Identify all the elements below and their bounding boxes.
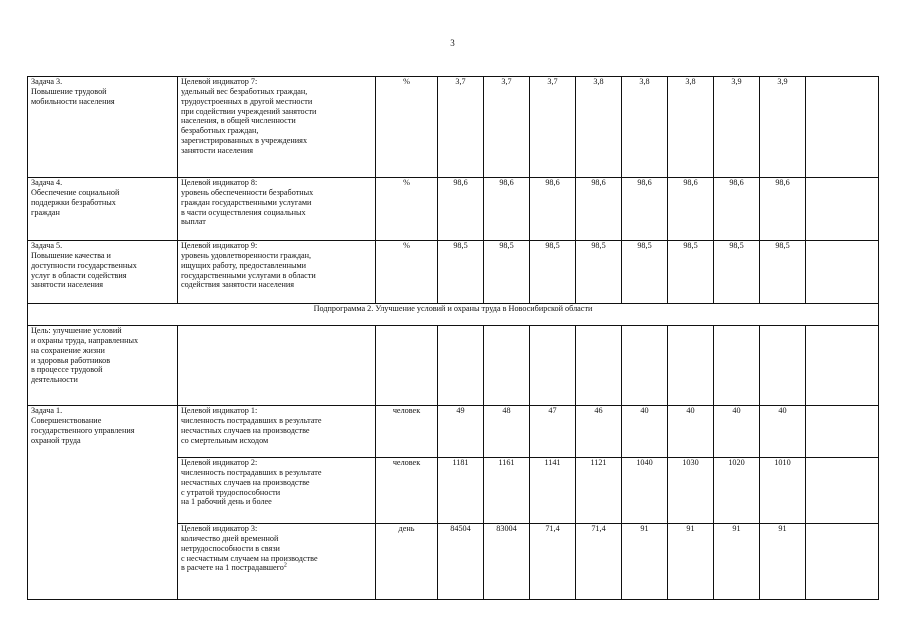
- value-cell: 48: [484, 406, 530, 458]
- goal-cell: Цель: улучшение условий и охраны труда, направленных на сохранение жизни и здоровья работников в процессе трудовой деятельности: [28, 326, 178, 406]
- table-row: [28, 241, 879, 304]
- value-cell: 91: [714, 524, 760, 600]
- task-cell: Задача 4. Обеспечение социальной поддержки безработных граждан: [28, 178, 178, 241]
- value-cell: 71,4: [576, 524, 622, 600]
- table-row: [28, 77, 879, 178]
- task-cell: Задача 5. Повышение качества и доступности государственных услуг в области содействия занятости населения: [28, 241, 178, 304]
- empty-cell: [622, 326, 668, 406]
- value-cell: 40: [760, 406, 806, 458]
- value-cell: 98,5: [576, 241, 622, 304]
- table-row: [28, 178, 879, 241]
- value-cell: 40: [714, 406, 760, 458]
- value-cell: 98,5: [438, 241, 484, 304]
- indicator-cell: Целевой индикатор 7: удельный вес безработных граждан, трудоустроенных в другой местности при содействии учреждений занятости населения, в общей численности безработных граждан, зарегистрированных в учреждениях занятости населения: [178, 77, 376, 178]
- value-cell: 1141: [530, 458, 576, 524]
- value-cell: 3,7: [438, 77, 484, 178]
- empty-cell: [438, 326, 484, 406]
- value-cell: 1030: [668, 458, 714, 524]
- value-cell: 1161: [484, 458, 530, 524]
- empty-cell: [806, 77, 879, 178]
- empty-cell: [668, 326, 714, 406]
- empty-cell: [806, 524, 879, 600]
- value-cell: 3,8: [622, 77, 668, 178]
- value-cell: 98,6: [438, 178, 484, 241]
- value-cell: 1010: [760, 458, 806, 524]
- empty-cell: [806, 241, 879, 304]
- empty-cell: [376, 326, 438, 406]
- empty-cell: [760, 326, 806, 406]
- value-cell: 3,7: [484, 77, 530, 178]
- task-cell: Задача 3. Повышение трудовой мобильности населения: [28, 77, 178, 178]
- value-cell: 3,9: [760, 77, 806, 178]
- indicator-cell: Целевой индикатор 1: численность пострадавших в результате несчастных случаев на производстве со смертельным исходом: [178, 406, 376, 458]
- indicators-table: [27, 76, 879, 600]
- value-cell: 3,8: [576, 77, 622, 178]
- empty-cell: [806, 406, 879, 458]
- empty-cell: [178, 326, 376, 406]
- page-number: 3: [450, 38, 455, 48]
- value-cell: 91: [622, 524, 668, 600]
- unit-cell: день: [376, 524, 438, 600]
- empty-cell: [714, 326, 760, 406]
- value-cell: 98,6: [714, 178, 760, 241]
- value-cell: 3,9: [714, 77, 760, 178]
- unit-cell: человек: [376, 458, 438, 524]
- value-cell: 98,5: [530, 241, 576, 304]
- value-cell: 1121: [576, 458, 622, 524]
- value-cell: 98,5: [668, 241, 714, 304]
- unit-cell: %: [376, 178, 438, 241]
- value-cell: 98,6: [530, 178, 576, 241]
- empty-cell: [576, 326, 622, 406]
- unit-cell: человек: [376, 406, 438, 458]
- value-cell: 91: [668, 524, 714, 600]
- value-cell: 98,5: [714, 241, 760, 304]
- value-cell: 3,8: [668, 77, 714, 178]
- indicator-cell: Целевой индикатор 9: уровень удовлетворенности граждан, ищущих работу, предоставленными государственными услугами в области содействия занятости населения: [178, 241, 376, 304]
- value-cell: 98,6: [576, 178, 622, 241]
- value-cell: 98,5: [622, 241, 668, 304]
- value-cell: 84504: [438, 524, 484, 600]
- value-cell: 71,4: [530, 524, 576, 600]
- value-cell: 47: [530, 406, 576, 458]
- value-cell: 98,5: [760, 241, 806, 304]
- indicator-cell: Целевой индикатор 8: уровень обеспеченности безработных граждан государственными услугами в части осуществления социальных выплат: [178, 178, 376, 241]
- empty-cell: [806, 458, 879, 524]
- value-cell: 1040: [622, 458, 668, 524]
- indicator-text: Целевой индикатор 3: количество дней временной нетрудоспособности в связи с несчастным случаем на производстве в расчете на 1 пострадавшего: [181, 524, 318, 573]
- value-cell: 98,5: [484, 241, 530, 304]
- value-cell: 1020: [714, 458, 760, 524]
- value-cell: 83004: [484, 524, 530, 600]
- empty-cell: [806, 178, 879, 241]
- subprogram-row: [28, 304, 879, 326]
- value-cell: 98,6: [622, 178, 668, 241]
- value-cell: 46: [576, 406, 622, 458]
- empty-cell: [484, 326, 530, 406]
- value-cell: 98,6: [760, 178, 806, 241]
- value-cell: 98,6: [484, 178, 530, 241]
- value-cell: 1181: [438, 458, 484, 524]
- value-cell: 40: [668, 406, 714, 458]
- value-cell: 91: [760, 524, 806, 600]
- unit-cell: %: [376, 77, 438, 178]
- empty-cell: [530, 326, 576, 406]
- indicator-cell: Целевой индикатор 2: численность пострадавших в результате несчастных случаев на производстве с утратой трудоспособности на 1 рабочий день и более: [178, 458, 376, 524]
- value-cell: 3,7: [530, 77, 576, 178]
- table-row: [28, 406, 879, 458]
- empty-cell: [806, 326, 879, 406]
- value-cell: 49: [438, 406, 484, 458]
- value-cell: 98,6: [668, 178, 714, 241]
- task-cell: Задача 1. Совершенствование государственного управления охраной труда: [28, 406, 178, 600]
- indicator-cell: [178, 524, 376, 600]
- unit-cell: %: [376, 241, 438, 304]
- subprogram-title: Подпрограмма 2. Улучшение условий и охраны труда в Новосибирской области: [28, 304, 879, 326]
- goal-row: [28, 326, 879, 406]
- value-cell: 40: [622, 406, 668, 458]
- footnote-marker: 2: [283, 562, 287, 569]
